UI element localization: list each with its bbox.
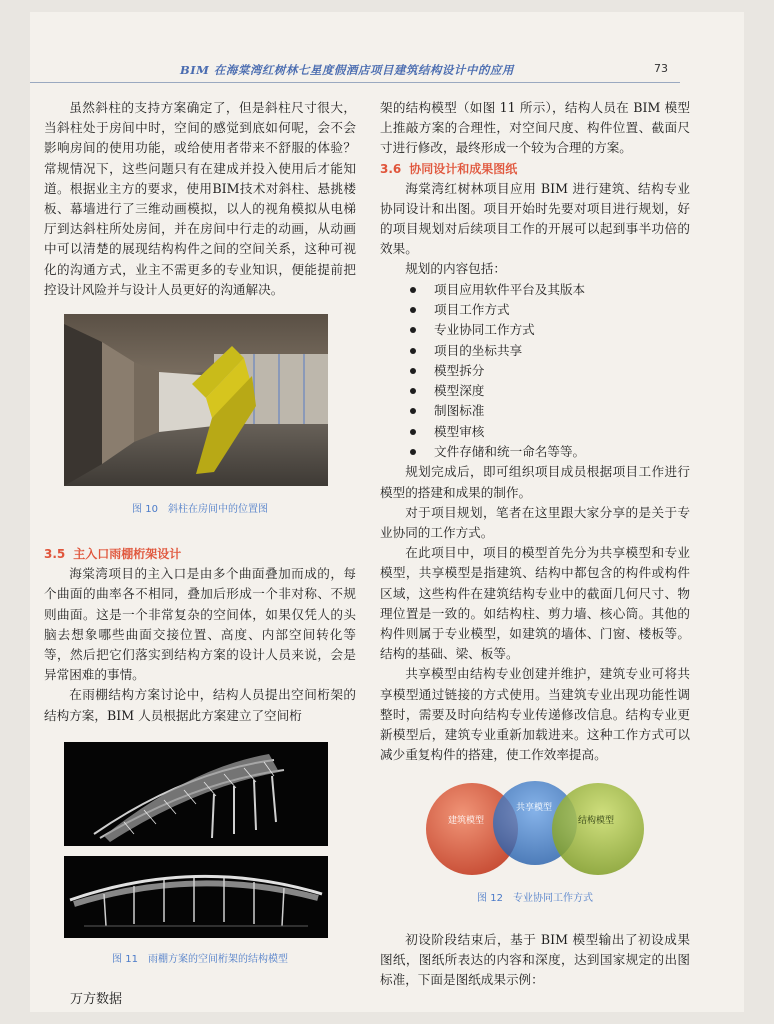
figure-10-image bbox=[64, 314, 328, 486]
left-paragraph-3: 在雨棚结构方案讨论中，结构人员提出空间桁架的结构方案，BIM 人员根据此方案建立了空间桁 bbox=[44, 687, 356, 723]
section-3-5-heading bbox=[44, 544, 356, 564]
bullet-dot-icon bbox=[410, 368, 416, 374]
planning-bullet-list bbox=[380, 280, 690, 463]
wanfang-watermark: 万方数据 bbox=[70, 992, 123, 1007]
section-3-6-heading bbox=[380, 159, 690, 179]
right-paragraph-4: 规划完成后，即可组织项目成员根据项目工作进行模型的搭建和成果的制作。 bbox=[380, 464, 690, 500]
left-paragraph-1: 虽然斜柱的支持方案确定了，但是斜柱尺寸很大，当斜柱处于房间中时，空间的感觉到底如何呢，会不会影响房间的使用功能，或给使用者带来不舒服的体验？常规情况下，这些问题只有在建成并投入使用后才能知道。根据业主方的要求，使用BIM技术对斜柱、悬挑楼板、幕墙进行了三维动画模拟，以人的视角模拟从电梯厅到达斜柱所处房间，并在房间中行走的动画，从动画中可以清楚的展现结构构件之间的空间关系，这种可视化的沟通方式，业主不需更多的专业知识，便能提前把控设计风险并与设计人员更好的沟通解决。 bbox=[44, 100, 356, 297]
section-3-5-number: 3.5 bbox=[44, 547, 66, 562]
list-item: 文件存储和统一命名等等。 bbox=[410, 442, 690, 462]
figure-12-caption-number: 图 12 bbox=[477, 893, 503, 905]
right-paragraph-3: 规划的内容包括： bbox=[405, 261, 506, 277]
right-paragraph-1: 架的结构模型（如图 11 所示），结构人员在 BIM 模型上推敲方案的合理性，对空间尺度、构件位置、截面尺寸进行修改，最终形成一个较为合理的方案。 bbox=[380, 100, 690, 156]
bullet-dot-icon bbox=[410, 429, 416, 435]
venn-diagram bbox=[410, 777, 660, 877]
bullet-dot-icon bbox=[410, 408, 416, 414]
list-item: 模型审核 bbox=[410, 422, 690, 442]
list-item: 制图标准 bbox=[410, 401, 690, 421]
figure-11-image-bottom bbox=[64, 856, 328, 938]
figure-10-caption-number: 图 10 bbox=[132, 504, 158, 516]
venn-structure-circle bbox=[552, 783, 644, 875]
right-column bbox=[380, 98, 690, 990]
venn-left-label: 建筑模型 bbox=[448, 816, 485, 827]
bullet-dot-icon bbox=[410, 287, 416, 293]
list-item: 模型深度 bbox=[410, 381, 690, 401]
section-3-6-title: 协同设计和成果图纸 bbox=[409, 161, 518, 176]
right-paragraph-7: 共享模型由结构专业创建并维护，建筑专业可将共享模型通过链接的方式使用。当建筑专业出现功能性调整时，需要及时向结构专业传递修改信息。结构专业更新模型后，建筑专业重新加载进来。这种工作方式可以减少重复构件的搭建，使工作效率提高。 bbox=[380, 666, 690, 763]
venn-right-label: 结构模型 bbox=[578, 816, 615, 827]
bullet-dot-icon bbox=[410, 449, 416, 455]
figure-11-caption-number: 图 11 bbox=[112, 953, 138, 965]
right-paragraph-2: 海棠湾红树林项目应用 BIM 进行建筑、结构专业协同设计和出图。项目开始时先要对项目进行规划，好的项目规划对后续项目工作的开展可以起到事半功倍的效果。 bbox=[380, 180, 690, 257]
running-header bbox=[30, 60, 680, 83]
left-paragraph-2: 海棠湾项目的主入口是由多个曲面叠加而成的，每个曲面的曲率各不相同，叠加后形成一个非对称、不规则曲面。这是一个非常复杂的空间体，如果仅凭人的头脑去想象哪些曲面交接位置、高度、内部空间转化等等，然后把它们落实到结构方案的设计人员来说，会是异常困难的事情。 bbox=[44, 566, 356, 683]
list-item: 项目应用软件平台及其版本 bbox=[410, 280, 690, 300]
figure-11-caption bbox=[44, 950, 356, 970]
figure-10 bbox=[64, 314, 328, 486]
right-paragraph-8: 初设阶段结束后，基于 BIM 模型输出了初设成果图纸，图纸所表达的内容和深度，达到国家规定的出图标准，下面是图纸成果示例： bbox=[380, 931, 690, 987]
list-item: 专业协同工作方式 bbox=[410, 320, 690, 340]
figure-11 bbox=[64, 742, 328, 938]
page-number: 73 bbox=[654, 62, 668, 75]
bullet-dot-icon bbox=[410, 327, 416, 333]
figure-10-caption-text: 斜柱在房间中的位置图 bbox=[167, 504, 268, 516]
figure-11-image-top bbox=[64, 742, 328, 846]
left-column bbox=[44, 98, 356, 970]
figure-12-caption-text: 专业协同工作方式 bbox=[512, 893, 593, 905]
bullet-dot-icon bbox=[410, 388, 416, 394]
header-title: BIM 在海棠湾红树林七星度假酒店项目建筑结构设计中的应用 bbox=[180, 63, 514, 77]
figure-12-caption bbox=[380, 889, 690, 909]
right-paragraph-6: 在此项目中，项目的模型首先分为共享模型和专业模型，共享模型是指建筑、结构中都包含的构件或构件区域，这些构件在建筑结构专业中的截面几何尺寸、物理位置是一致的。如结构柱、剪力墙、核心筒。其他的构件则属于专业模型，如建筑的墙体、门窗、楼板等。结构的基础、梁、板等。 bbox=[380, 545, 690, 662]
list-item: 模型拆分 bbox=[410, 361, 690, 381]
figure-11-caption-text: 雨棚方案的空间桁架的结构模型 bbox=[147, 953, 288, 965]
section-3-6-number: 3.6 bbox=[380, 161, 402, 176]
bullet-dot-icon bbox=[410, 348, 416, 354]
list-item: 项目工作方式 bbox=[410, 300, 690, 320]
section-3-5-title: 主入口雨棚桁架设计 bbox=[73, 547, 182, 562]
bullet-dot-icon bbox=[410, 307, 416, 313]
right-paragraph-5: 对于项目规划，笔者在这里跟大家分享的是关于专业协同的工作方式。 bbox=[380, 504, 690, 540]
venn-center-label: 共享模型 bbox=[516, 803, 553, 814]
list-item: 项目的坐标共享 bbox=[410, 341, 690, 361]
figure-12 bbox=[410, 777, 660, 877]
figure-10-caption bbox=[44, 500, 356, 520]
